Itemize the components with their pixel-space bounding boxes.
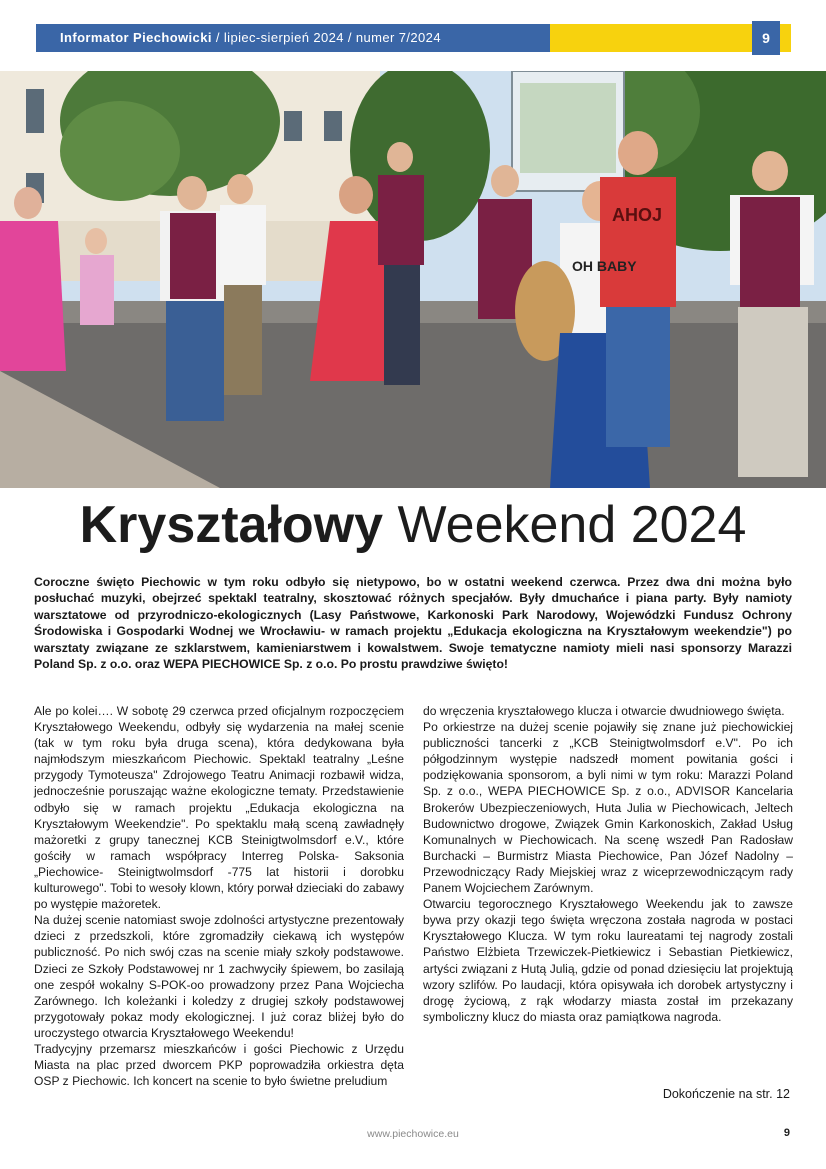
article-title xyxy=(0,494,826,556)
article-title-light: Weekend 2024 xyxy=(397,496,747,554)
tshirt-text: OH BABY xyxy=(572,258,637,274)
article-left-column xyxy=(34,703,404,1089)
continued-note: Dokończenie na str. 12 xyxy=(662,1087,790,1101)
header-page-number: 9 xyxy=(752,21,780,55)
header-strip xyxy=(36,24,791,52)
paragraph: Otwarciu tegorocznego Kryształowego Weekendu jak to zawsze bywa przy okazji tego święta wręczona została nagroda w postaci Kryształowego Klucza. W tym roku laureatami tej nagrody zostali Państwo Elżbieta Trzewiczek-Pietkiewicz i Sebastian Pietkiewicz, artyści związani z Hutą Julią, gdzie od ponad dziesięciu lat projektują wzory szlifów. Po laudacji, która opisywała ich dorobek artystyczny i drogę życiową, z rąk włodarzy miasta został im przekazany symboliczny klucz do miasta oraz pamiątkowa nagroda. xyxy=(423,897,793,1024)
shirt-text: AHOJ xyxy=(612,205,663,225)
footer-page-number: 9 xyxy=(783,1127,790,1139)
issue-info: / lipiec-sierpień 2024 / numer 7/2024 xyxy=(211,30,441,45)
paragraph: Po orkiestrze na dużej scenie pojawiły się znane już piechowickiej publiczności tancerki z „KCB Steinigtwolmsdorf e.V". Po ich półgodzinnym występie nadszedł moment powitania gości i podziękowania sponsorom, a byli nimi w tym roku: Marazzi Poland Sp. z o.o., WEPA PIECHOWICE Sp. z o.o., ADVISOR Kancelaria Brokerów Ubezpieczeniowych, Huta Julia w Piechowicach, Jeltech Budownictwo drogowe, Związek Gmin Karkonoskich, Zakład Usług Komunalnych w Piechowicach. Na scenę wszedł Pan Radosław Burchacki – Burmistrz Miasta Piechowice, Pan Józef Nadolny – Przewodniczący Rady Miejskiej wraz z wiceprzewodniczącym rady Panem Wojciechem Zarównym. xyxy=(423,720,793,896)
footer-website-link[interactable]: www.piechowice.eu xyxy=(367,1128,459,1140)
paragraph: Ale po kolei…. W sobotę 29 czerwca przed oficjalnym rozpoczęciem Kryształowego Weekendu, odbyły się wydarzenia na małej scenie (tak w tym roku była druga scena), która dedykowana była najmłodszym mieszkańcom Piechowic. Spektakl teatralny „Leśne przygody Tymoteusza" Zdrojowego Teatru Animacji rozbawił widza, jednocześnie poruszając ważne ekologiczne tematy. Przedstawienie odbyło się w ramach projektu „Edukacja ekologiczna na Kryształowym Weekendzie". Po spektaklu małą sceną zawładnęły mażoretki z grupy tanecznej KCB Steinigtwolmsdorf e.V., które gościły w ramach współpracy Interreg Polska- Saksonia „Piechowice- Steinigtwolmsdorf -775 lat historii i dorobku kulturowego". Tobi to wesoły klown, który porwał dzieciaki do zabawy po występie mażoretek. xyxy=(34,704,404,912)
header-title-bar xyxy=(36,24,550,52)
article-lead: Coroczne święto Piechowic w tym roku odbyło się nietypowo, bo w ostatni weekend czerwca. Przez dwa dni można było posłuchać muzyki, obejrzeć spektakl teatralny, skosztować różnych specjałów. Były dmuchańce i piana party. Były namioty warsztatowe od przyrodniczo-ekologicznych (Lasy Państwowe, Karkonoski Park Narodowy, Wojewódzki Fundusz Ochrony Środowiska i Gospodarki Wodnej we Wrocławiu- w ramach projektu „Edukacja ekologiczna na Kryształowym weekendzie") po warsztaty związane ze szklarstwem, kamieniarstwem i kowalstwem. Swoje tematyczne namioty mieli nasi sponsorzy Marazzi Poland Sp. z o.o. oraz WEPA PIECHOWICE Sp. z o.o. Po prostu prawdziwe święto! xyxy=(34,575,792,672)
paragraph: Na dużej scenie natomiast swoje zdolności artystyczne prezentowały dzieci z przedszkoli, które zgromadziły ciekawą ich występów publiczność. Po nich swój czas na scenie miały szkoły podstawowe. Dzieci ze Szkoły Podstawowej nr 1 zachwyciły śpiewem, bo zasilają one zespół wokalny S-POK-oo prowadzony przez Pana Wojciecha Zarównego. Ich koleżanki i koledzy z drugiej szkoły podstawowej przygotowały pokaz mody ekologicznej. I już coraz bliżej było do uroczystego otwarcia Kryształowego Weekendu! xyxy=(34,913,404,1040)
parade-photo xyxy=(0,71,826,488)
paragraph: Tradycyjny przemarsz mieszkańców i gości Piechowic z Urzędu Miasta na plac przed dworcem PKP poprowadziła orkiestra dęta OSP z Piechowic. Ich koncert na scenie to było świetne preludium xyxy=(34,1041,404,1089)
paragraph: do wręczenia kryształowego klucza i otwarcie dwudniowego święta. xyxy=(423,704,785,718)
article-right-column xyxy=(423,703,793,1025)
article-title-bold: Kryształowy xyxy=(79,496,384,554)
publication-name: Informator Piechowicki xyxy=(60,30,212,45)
